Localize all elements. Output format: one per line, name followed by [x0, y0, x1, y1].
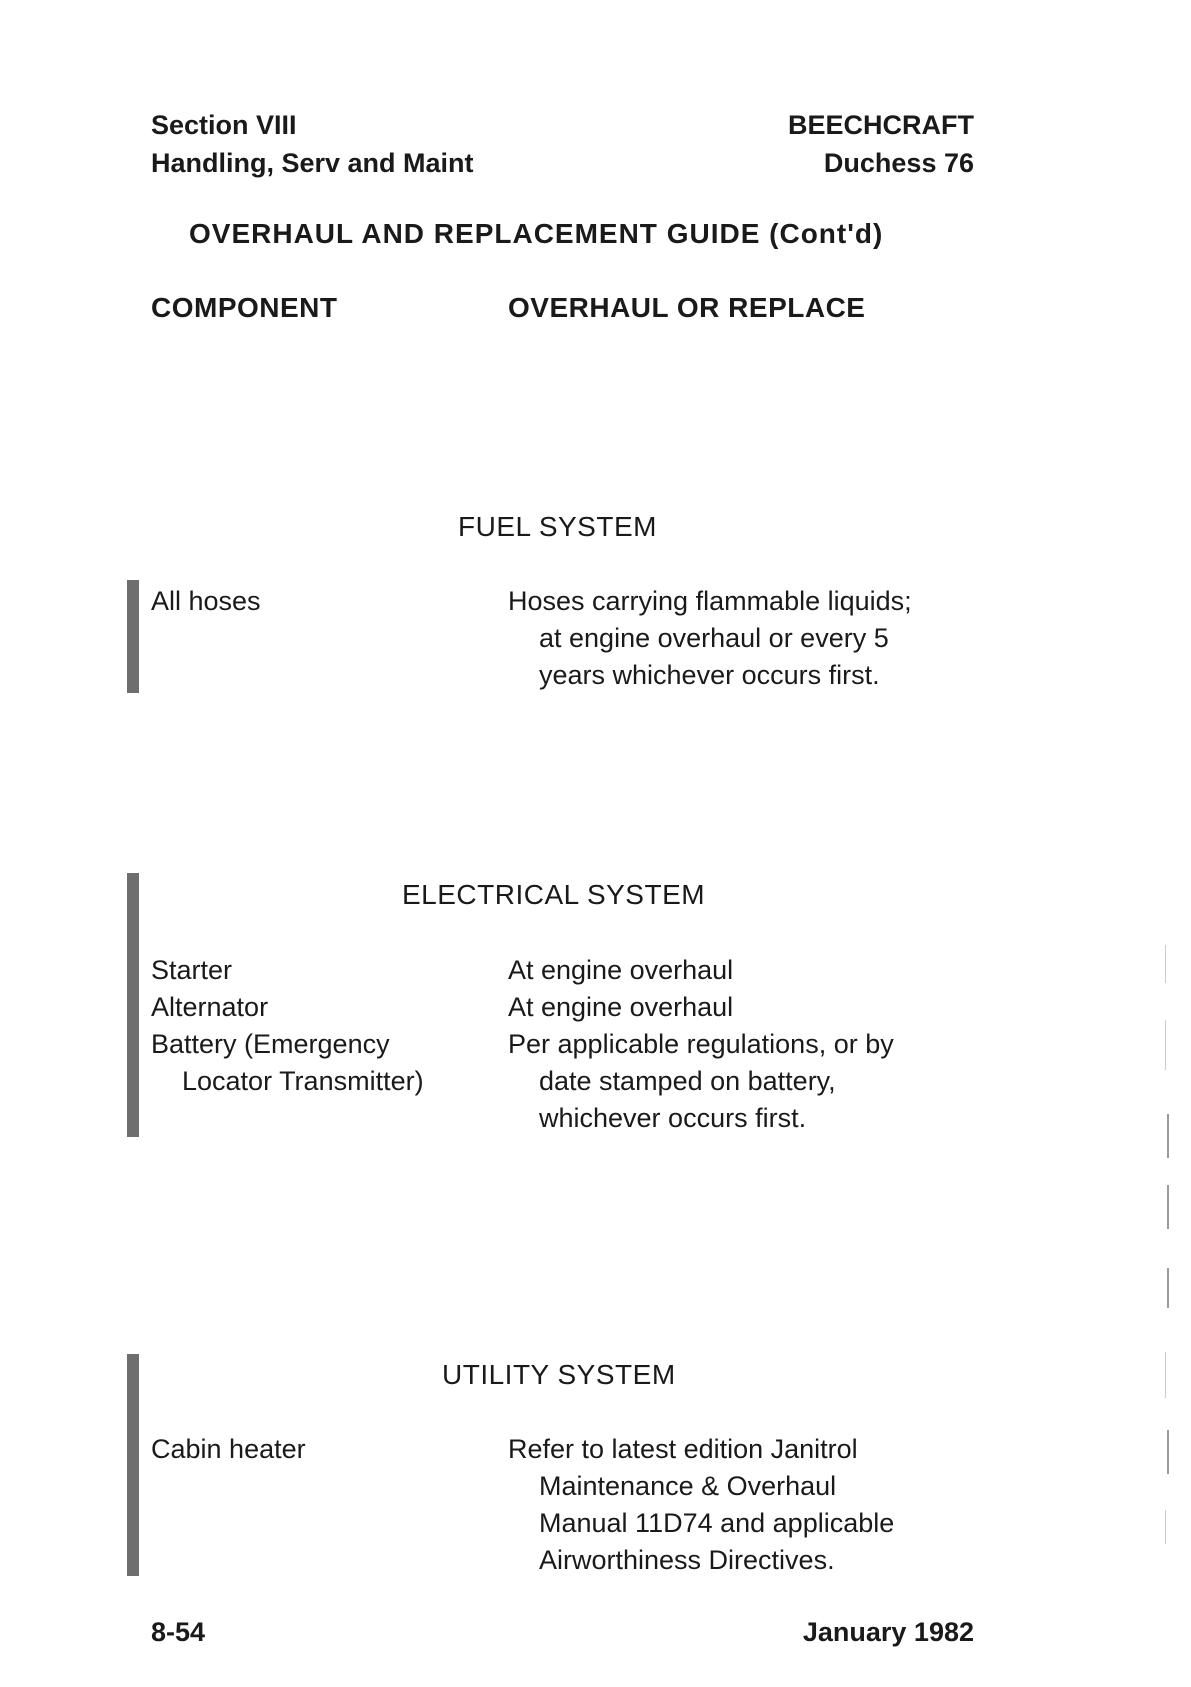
scan-mark: [1167, 1430, 1169, 1474]
action-text: Per applicable regulations, or by: [508, 1029, 894, 1059]
component-text: Starter: [151, 955, 233, 985]
action-text: years whichever occurs first.: [539, 660, 880, 690]
revision-bar: [127, 873, 139, 1137]
section-label: [151, 106, 474, 182]
action-text: At engine overhaul: [508, 992, 734, 1022]
aircraft-model: Duchess 76: [823, 148, 974, 178]
scan-mark: [1167, 1268, 1169, 1308]
system-heading-utility: UTILITY SYSTEM: [442, 1359, 676, 1390]
column-header-action: OVERHAUL OR REPLACE: [508, 292, 866, 323]
action-text: at engine overhaul or every 5: [539, 623, 889, 653]
page-number: 8-54: [151, 1617, 206, 1647]
action-text: Airworthiness Directives.: [539, 1545, 835, 1575]
revision-bar: [127, 580, 139, 693]
component-alternator: [151, 989, 268, 1026]
action-alternator: [508, 989, 733, 1026]
scan-mark: [1165, 945, 1166, 983]
component-text: Cabin heater: [151, 1434, 306, 1464]
component-starter: [151, 952, 232, 989]
aircraft-label: [788, 106, 974, 182]
action-text: Maintenance & Overhaul: [539, 1471, 837, 1501]
action-text: Refer to latest edition Janitrol: [508, 1434, 858, 1464]
revision-bar: [127, 1354, 139, 1576]
component-text: Battery (Emergency: [151, 1029, 390, 1059]
scan-mark: [1167, 1185, 1169, 1229]
action-battery: [508, 1026, 894, 1137]
revision-date: January 1982: [802, 1617, 974, 1647]
action-all-hoses: [508, 583, 912, 694]
action-text: Hoses carrying flammable liquids;: [508, 586, 912, 616]
column-header-component: COMPONENT: [151, 292, 338, 323]
action-starter: [508, 952, 733, 989]
scan-mark: [1167, 1114, 1169, 1158]
system-heading-fuel: FUEL SYSTEM: [458, 511, 657, 542]
scan-mark: [1165, 1020, 1166, 1070]
component-cabin-heater: [151, 1431, 306, 1468]
system-heading-electrical: ELECTRICAL SYSTEM: [402, 879, 706, 910]
scan-mark: [1165, 1352, 1166, 1398]
page-title: OVERHAUL AND REPLACEMENT GUIDE (Cont'd): [189, 218, 884, 249]
action-text: date stamped on battery,: [539, 1066, 836, 1096]
action-cabin-heater: [508, 1431, 894, 1579]
section-subtitle: Handling, Serv and Maint: [151, 148, 474, 178]
component-all-hoses: [151, 583, 261, 620]
component-text: Alternator: [151, 992, 269, 1022]
manufacturer-name: BEECHCRAFT: [788, 110, 974, 140]
section-number: Section VIII: [151, 110, 297, 140]
action-text: At engine overhaul: [508, 955, 734, 985]
component-battery: [151, 1026, 424, 1100]
component-text: Locator Transmitter): [182, 1066, 424, 1096]
scan-mark: [1165, 1510, 1166, 1544]
action-text: Manual 11D74 and applicable: [539, 1508, 895, 1538]
component-text: All hoses: [151, 586, 261, 616]
action-text: whichever occurs first.: [539, 1103, 807, 1133]
